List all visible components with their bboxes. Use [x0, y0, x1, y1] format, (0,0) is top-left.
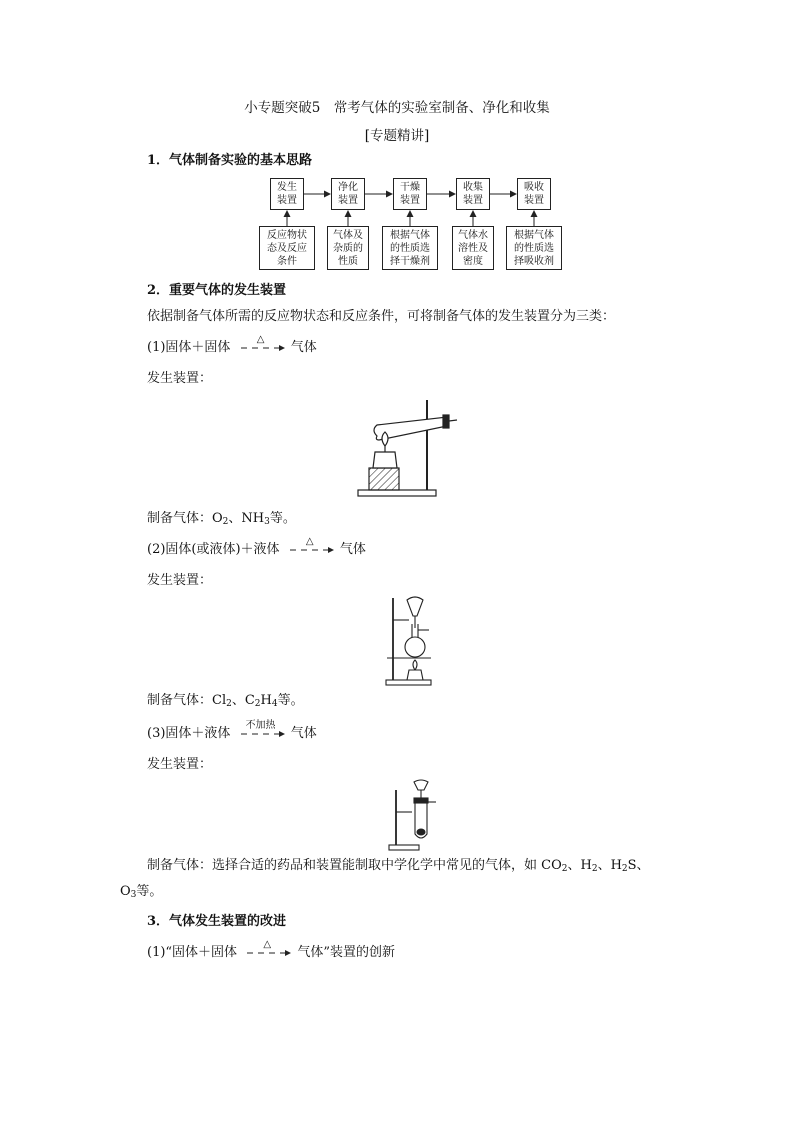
type-1-equation: (1)固体＋固体 △ 气体 — [147, 334, 317, 355]
heat-arrow: △ — [235, 340, 287, 356]
flow-box-drying: 干燥 装置 — [393, 178, 427, 210]
heat-arrow: △ — [241, 945, 293, 961]
type-3-gases-cont: $O_3$等。 — [120, 884, 163, 900]
type-3-gases: 制备气体：选择合适的药品和装置能制取中学化学中常见的气体，如 $CO_2$、$H_2$、$H_2S$、 — [147, 858, 650, 874]
page-title: 小专题突破5 常考气体的实验室制备、净化和收集 — [244, 100, 550, 116]
type-2-equation: (2)固体(或液体)＋液体 △ 气体 — [147, 536, 366, 557]
solid-solid-heating-apparatus — [355, 392, 465, 502]
flow-note-purification: 气体及 杂质的 性质 — [327, 226, 369, 270]
section-tag: [专题精讲] — [364, 128, 430, 144]
type-3-device-label: 发生装置： — [147, 757, 213, 772]
intro-text: 依据制备气体所需的反应物状态和反应条件，可将制备气体的发生装置分为三类： — [147, 309, 616, 324]
type-2-gases: 制备气体：$Cl_2$、$C_2H_4$等。 — [147, 693, 304, 709]
flow-box-generation: 发生 装置 — [270, 178, 304, 210]
type-3-equation: (3)固体＋液体 不加热 气体 — [147, 720, 317, 741]
flow-note-drying: 根据气体 的性质选 择干燥剂 — [382, 226, 438, 270]
flow-note-collection: 气体水 溶性及 密度 — [452, 226, 494, 270]
solid-liquid-no-heat-apparatus — [388, 778, 448, 853]
flow-arrows — [0, 0, 794, 300]
no-heat-arrow: 不加热 — [235, 726, 287, 742]
type-1-device-label: 发生装置： — [147, 371, 213, 386]
section-3-item-1: (1)“固体＋固体 △ 气体”装置的创新 — [147, 939, 395, 960]
flow-note-generation: 反应物状 态及反应 条件 — [259, 226, 315, 270]
solid-liquid-heating-apparatus — [385, 594, 445, 689]
flow-box-collection: 收集 装置 — [456, 178, 490, 210]
flow-box-purification: 净化 装置 — [331, 178, 365, 210]
type-1-gases: 制备气体：$O_2$、$NH_3$等。 — [147, 511, 296, 527]
section-2-heading: 2．重要气体的发生装置 — [147, 283, 287, 298]
flow-note-absorption: 根据气体 的性质选 择吸收剂 — [506, 226, 562, 270]
section-3-heading: 3．气体发生装置的改进 — [147, 914, 287, 929]
type-2-device-label: 发生装置： — [147, 573, 213, 588]
section-1-heading: 1．气体制备实验的基本思路 — [147, 153, 313, 168]
flow-box-absorption: 吸收 装置 — [517, 178, 551, 210]
heat-arrow: △ — [284, 542, 336, 558]
